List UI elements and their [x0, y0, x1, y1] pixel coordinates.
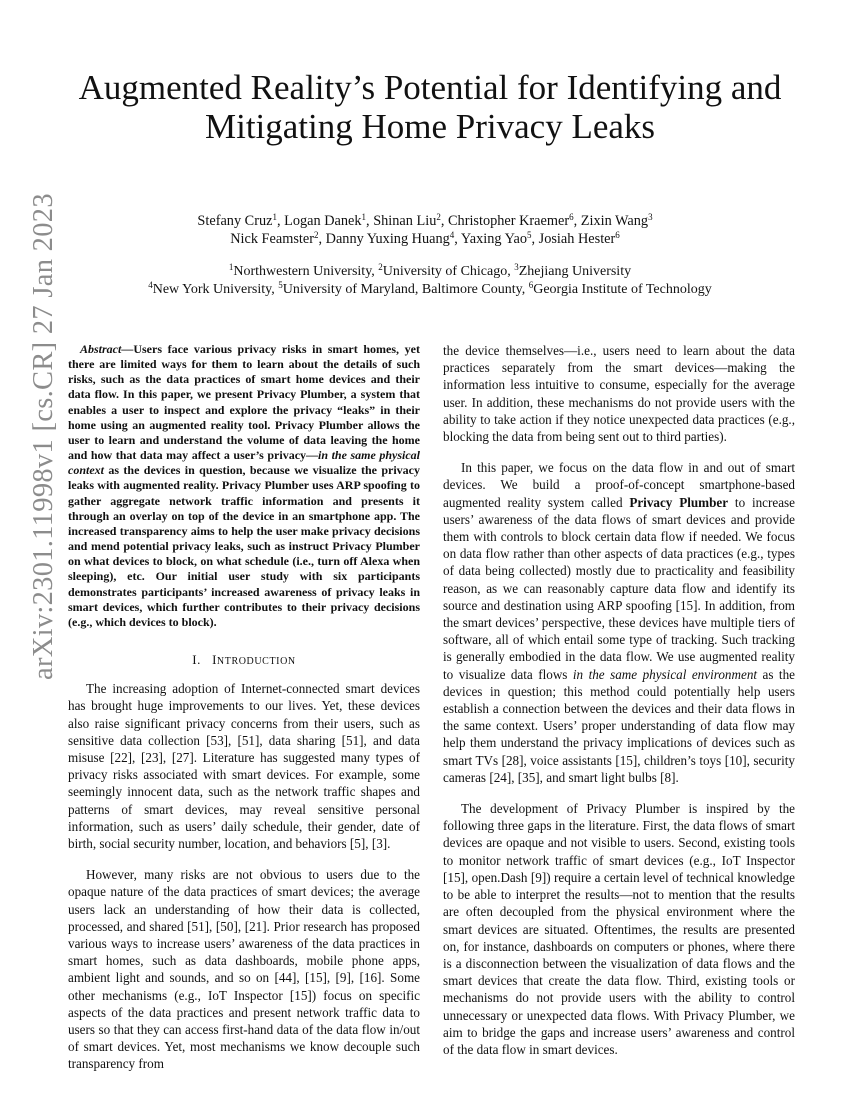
intro-paragraph-3 [443, 459, 795, 786]
affiliation-number: 4 [148, 280, 153, 290]
right-column [443, 342, 795, 1058]
section-title-first-letter: I [212, 651, 217, 667]
affiliation-name: Northwestern University, [233, 264, 379, 279]
paragraph-3-italic: in the same physical environment [572, 666, 758, 682]
author-name: Stefany Cruz [197, 213, 273, 229]
author-name: Josiah Hester [538, 231, 616, 247]
author-name: Yaxing Yao [460, 231, 527, 247]
abstract-emphasis: in the same physical context [68, 448, 420, 478]
author-affiliation-marker: 6 [615, 230, 620, 240]
author-affiliation-marker: 6 [569, 212, 574, 222]
author-affiliation-marker: 4 [449, 230, 455, 240]
author-affiliation-marker: 3 [648, 212, 653, 222]
intro-paragraph-1: The increasing adoption of Internet-connected smart devices has brought huge improvements to our lives. Yet, these devices also raise significant privacy concerns from their users, such as sensitive data collection [53], [51], data sharing [51], and data misuse [22], [23], [27]. Literature has suggested many types of privacy risks associated with smart devices. For example, some seemingly innocent data, such as the network traffic shapes and patterns of smart devices, may reveal sensitive personal information, such as users’ daily schedule, their gender, date of birth, social security number, location, and behaviors [5], [3]. [68, 681, 420, 851]
affiliation-name: Zhejiang University [518, 264, 632, 279]
affiliation-name: Georgia Institute of Technology [533, 282, 712, 297]
affiliation-number: 3 [514, 262, 519, 272]
system-name-bold: Privacy Plumber [629, 494, 729, 510]
affiliation-list [100, 263, 760, 299]
author-name: Logan Danek [284, 213, 362, 229]
intro-paragraph-4: The development of Privacy Plumber is inspired by the following three gaps in the literature. First, the data flows of smart devices are opaque and not visible to users. Second, existing tools to monitor network traffic of smart devices (e.g., IoT Inspector [15], open.Dash [9]) require a certain level of technical knowledge to be able to interpret the results—not to mention that the results are often decoupled from the physical environment where the smart devices are situated. Oftentimes, the results are presented on, for instance, dashboards on computers or phones, where there is a disconnection between the visualization of data flows and the smart devices that create the data flow. Third, existing tools or mechanisms do not provide users with the ability to control unnecessary or unexpected data flows. With Privacy Plumber, we aim to bridge the gaps and increase users’ awareness and control of the data flow in smart devices. [443, 801, 795, 1057]
section-title-rest: NTRODUCTION [216, 655, 296, 667]
section-number: I. [192, 651, 201, 667]
paragraph-3-text-b: to increase users’ awareness of the data flows of smart devices and provide them with controls to block certain data flow if needed. We focus on data flow rather than other aspects of data practices (e.g., types of data being collected) mostly due to practicality and feasibility reason, as we can reasonably capture data flow and identify its source and destination using ARP spoofing [15]. In addition, from the smart devices’ perspective, these devices have multiple tiers of software, all of which entail some type of tracking. Such tracking is generally embodied in the data flow. We use augmented reality to visualize data flows [443, 494, 795, 682]
author-name: Nick Feamster [230, 231, 314, 247]
arxiv-identifier-stamp: arXiv:2301.11998v1 [cs.CR] 27 Jan 2023 [28, 193, 59, 680]
affiliation-name: University of Maryland, Baltimore County, [282, 282, 529, 297]
affiliation-name: University of Chicago, [382, 264, 515, 279]
author-name: Danny Yuxing Huang [325, 231, 450, 247]
affiliation-number: 6 [528, 280, 534, 290]
left-column [68, 342, 420, 1073]
abstract-text-1: Users face various privacy risks in smart homes, yet there are limited ways for them to learn about the details of such risks, such as the data practices of smart home devices and their data flow. In this paper, we present Privacy Plumber, a system that enables a user to inspect and explore the privacy “leaks” in their home using an augmented reality tool. Privacy Plumber allows the user to learn and understand the volume of data leaving the home and how that data may affect a user’s privacy— [68, 342, 420, 463]
affiliations-line-2 [100, 281, 760, 299]
abstract-label: Abstract— [80, 342, 134, 356]
abstract-text-2: as the devices in question, because we visualize the privacy leaks with augmented reality. Privacy Plumber uses ARP spoofing to gather aggregate network traffic information and presents it through an overlay on top of the device in an smartphone app. The increased transparency aims to help the user make privacy decisions and mend potential privacy leaks, such as instruct Privacy Plumber on what devices to block, on what schedule (i.e., turn off Alexa when sleeping), etc. Our initial user study with six participants demonstrates participants’ increased awareness of privacy leaks in smart devices, which further contributes to their privacy decisions (e.g., which devices to block). [68, 463, 420, 629]
paragraph-3-text-a: In this paper, we focus on the data flow in and out of smart devices. We build a proof-of-concept smartphone-based augmented reality system called [443, 460, 795, 510]
author-name: Christopher Kraemer [448, 213, 570, 229]
affiliation-number: 5 [278, 280, 283, 290]
author-affiliation-marker: 1 [361, 212, 367, 222]
affiliation-name: New York University, [152, 282, 279, 297]
author-affiliation-marker: 2 [436, 212, 441, 222]
affiliations-line-1 [100, 263, 760, 281]
section-heading-introduction [68, 651, 420, 670]
author-affiliation-marker: 1 [272, 212, 277, 222]
intro-paragraph-2: However, many risks are not obvious to users due to the opaque nature of the data practices of smart devices; the average users lack an understanding of how their data is collected, processed, and shared [51], [50], [21]. Prior research has proposed various ways to increase users’ awareness of the data practices in smart homes, such as data dashboards, mobile phone apps, ambient light and sounds, and so on [44], [15], [9], [16]. Some other mechanisms (e.g., IoT Inspector [15]) focus on specific aspects of the data practices and present network traffic data to users so that they can access first-hand data of the data flow in/out of smart devices. Yet, most mechanisms we know decouple such transparency from [68, 867, 420, 1072]
abstract [68, 342, 420, 630]
affiliation-number: 2 [378, 262, 383, 272]
title-line-1: Augmented Reality’s Potential for Identifying and [78, 68, 782, 107]
paragraph-3-text-c: as the devices in question; this method could potentially help users establish a connection between the devices and their data flows in the same context. Users’ proper understanding of data flow may help them understand the privacy implications of devices such as smart TVs [28], voice assistants [15], children’s toys [10], security cameras [24], [35], and smart light bulbs [8]. [443, 666, 795, 785]
author-affiliation-marker: 2 [313, 230, 319, 240]
author-name: Shinan Liu [373, 213, 437, 229]
author-affiliation-marker: 5 [527, 230, 532, 240]
title-line-2: Mitigating Home Privacy Leaks [204, 107, 656, 146]
paper-title [60, 68, 800, 146]
authors-line-1: Stefany Cruz$^1$, Logan Danek$^1$, Shinan Liu$^2$, Christopher Kraemer$^6$, Zixin Wang$^3$ [197, 212, 653, 229]
intro-paragraph-2-continued: the device themselves—i.e., users need to learn about the data practices separately from the smart devices—making the information less intuitive to consume, especially for the average user. In addition, these mechanisms do not provide users with the ability to take action if they notice unexpected data practices (e.g., blocking the data from being sent out to third parties). [443, 343, 795, 445]
author-list [100, 212, 750, 248]
authors-line-2: Nick Feamster$^2$, Danny Yuxing Huang$^4$, Yaxing Yao$^5$, Josiah Hester$^6$ [230, 230, 620, 247]
author-name: Zixin Wang [580, 213, 649, 229]
affiliation-number: 1 [228, 262, 234, 272]
